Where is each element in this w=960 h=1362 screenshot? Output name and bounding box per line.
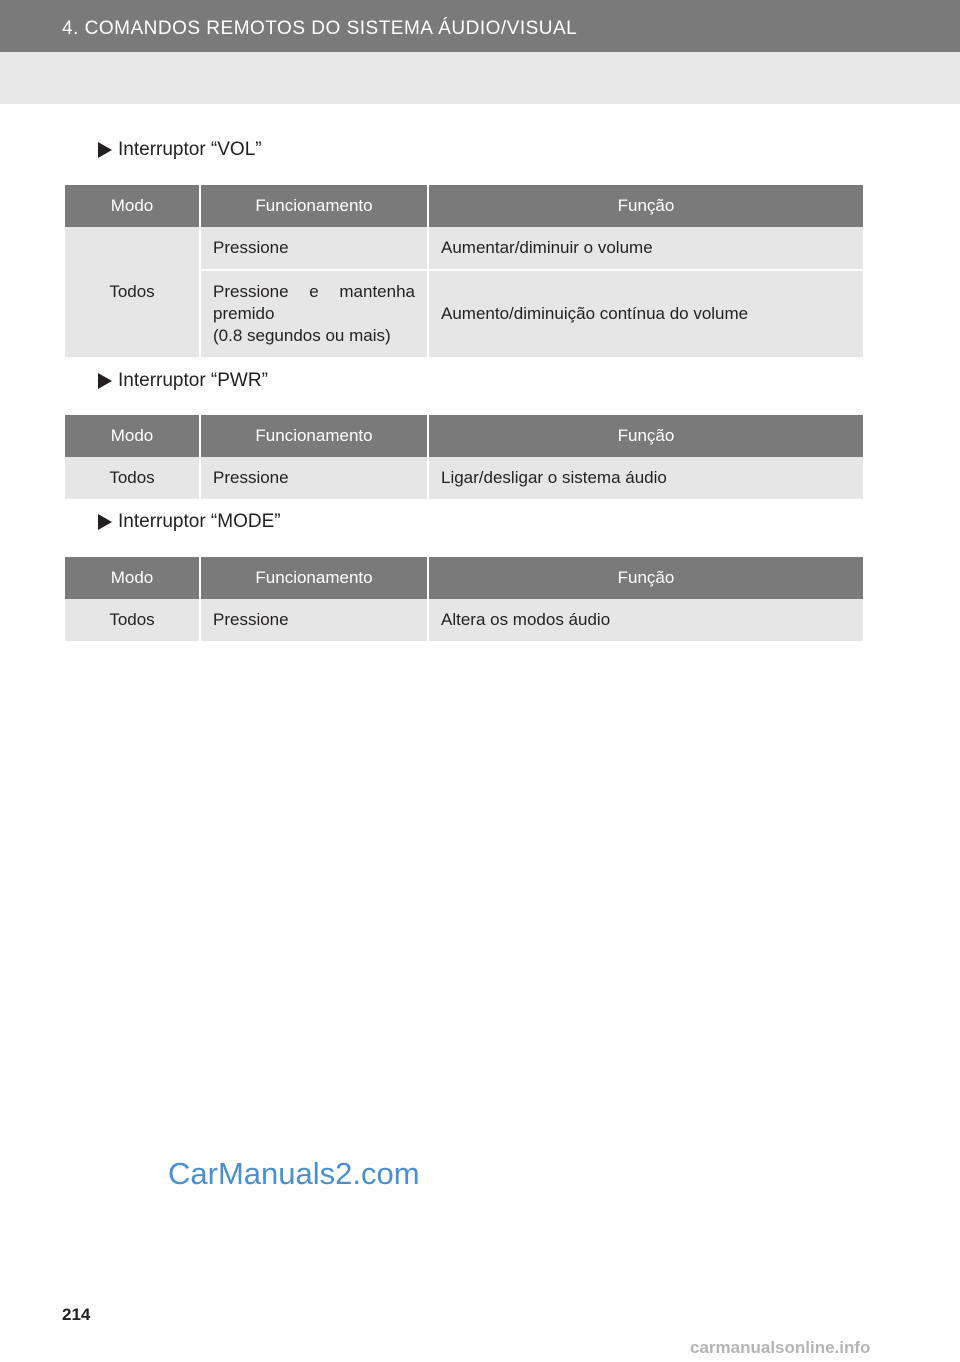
table-header-row <box>65 557 863 599</box>
page-number: 214 <box>62 1305 91 1324</box>
function-cell: Aumento/diminuição contínua do volume <box>428 270 863 358</box>
vol-table <box>65 185 863 359</box>
section-heading-mode <box>98 511 281 533</box>
function-cell: Aumentar/diminuir o volume <box>428 227 863 270</box>
mode-cell: Todos <box>65 457 200 500</box>
operation-cell: Pressione <box>200 227 428 270</box>
column-header-function: Função <box>428 557 863 599</box>
column-header-mode: Modo <box>65 557 200 599</box>
table-header-row <box>65 185 863 227</box>
column-header-operation: Funcionamento <box>200 415 428 457</box>
column-header-function: Função <box>428 185 863 227</box>
column-header-operation: Funcionamento <box>200 185 428 227</box>
triangle-bullet-icon <box>98 373 112 389</box>
column-header-mode: Modo <box>65 185 200 227</box>
column-header-mode: Modo <box>65 415 200 457</box>
column-header-function: Função <box>428 415 863 457</box>
watermark-logo: CarManuals2.com <box>168 1156 420 1191</box>
table-row <box>65 599 863 642</box>
mode-cell: Todos <box>65 227 200 358</box>
table-row <box>65 227 863 270</box>
header-subbar <box>0 52 960 104</box>
triangle-bullet-icon <box>98 514 112 530</box>
function-cell: Ligar/desligar o sistema áudio <box>428 457 863 500</box>
mode-cell: Todos <box>65 599 200 642</box>
operation-cell: Pressione <box>200 457 428 500</box>
section-heading-pwr <box>98 370 268 392</box>
column-header-operation: Funcionamento <box>200 557 428 599</box>
section-heading-text: Interruptor “VOL” <box>118 139 262 160</box>
section-heading-vol <box>98 139 262 161</box>
mode-table <box>65 557 863 643</box>
table-header-row <box>65 415 863 457</box>
footer-site-text: carmanualsonline.info <box>690 1338 871 1357</box>
chapter-title: 4. COMANDOS REMOTOS DO SISTEMA ÁUDIO/VISUAL <box>62 18 578 39</box>
operation-cell: Pressione e mantenha premido (0.8 segundos ou mais) <box>200 270 428 358</box>
pwr-table <box>65 415 863 501</box>
operation-cell: Pressione <box>200 599 428 642</box>
function-cell: Altera os modos áudio <box>428 599 863 642</box>
section-heading-text: Interruptor “PWR” <box>118 370 268 391</box>
table-row <box>65 457 863 500</box>
triangle-bullet-icon <box>98 142 112 158</box>
section-heading-text: Interruptor “MODE” <box>118 511 281 532</box>
header-bar <box>0 0 960 52</box>
